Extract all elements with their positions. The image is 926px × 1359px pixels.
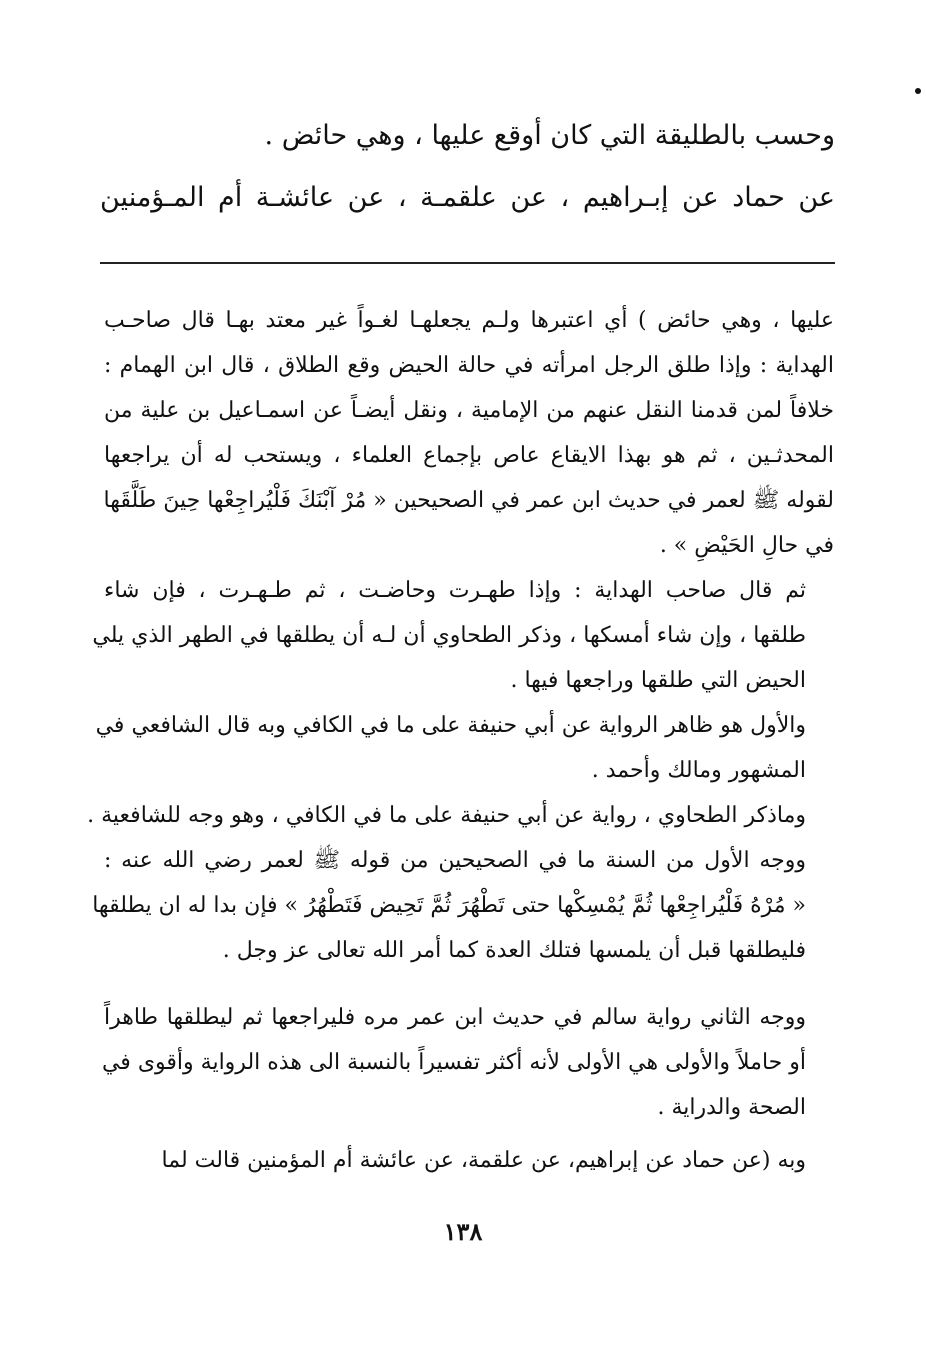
commentary-paragraph-4 xyxy=(87,793,834,838)
commentary-paragraph-1 xyxy=(104,298,834,568)
commentary-line: الصحة والدراية . xyxy=(657,1095,806,1120)
commentary-line: الحيض التي طلقها وراجعها فيها . xyxy=(510,668,806,693)
commentary-block xyxy=(87,298,834,1183)
commentary-line: وبه (عن حماد عن إبراهيم، عن علقمة، عن عائشة أم المؤمنين قالت لما xyxy=(161,1148,806,1173)
commentary-line: في حالِ الحَيْضِ » . xyxy=(659,533,834,558)
commentary-line: المشهور ومالك وأحمد . xyxy=(591,758,806,783)
separator-rule xyxy=(100,262,835,264)
commentary-paragraph-5 xyxy=(92,838,834,973)
commentary-line: والأول هو ظاهر الرواية عن أبي حنيفة على ما في الكافي وبه قال الشافعي في xyxy=(95,713,806,738)
margin-mark xyxy=(915,88,921,94)
commentary-line: المحدثـين ، ثم هو بهذا الايقاع عاص بإجماع العلماء ، ويستحب له أن يراجعها xyxy=(104,443,834,468)
commentary-line: الهداية : وإذا طلق الرجل امرأته في حالة الحيض وقع الطلاق ، قال ابن الهمام : xyxy=(104,353,834,378)
commentary-paragraph-2 xyxy=(92,568,834,703)
commentary-line: خلافاً لمن قدمنا النقل عنهم من الإمامية ، ونقل أيضـاً عن اسمـاعيل بن علية من xyxy=(104,398,834,423)
commentary-paragraph-7 xyxy=(104,1138,834,1183)
commentary-line: لقوله ﷺ لعمر في حديث ابن عمر في الصحيحين « مُرْ آبْنَكَ فَلْيُراجِعْها حِينَ طَلَّقَها xyxy=(103,488,834,513)
commentary-line: طلقها ، وإن شاء أمسكها ، وذكر الطحاوي أن لـه أن يطلقها في الطهر الذي يلي xyxy=(92,623,806,648)
page-number: ١٣٨ xyxy=(443,1217,483,1246)
commentary-line: فليطلقها قبل أن يلمسها فتلك العدة كما أمر الله تعالى عز وجل . xyxy=(222,938,806,963)
main-text-line-1: وحسب بالطليقة التي كان أوقع عليها ، وهي حائض . xyxy=(264,120,835,151)
commentary-line: « مُرْهُ فَلْيُراجِعْها ثُمَّ يُمْسِكْها حتى تَطْهُرَ ثُمَّ تَحِيض فَتَطْهُرُ » فإن بدا له ان يطلقها xyxy=(92,893,806,918)
commentary-line: عليها ، وهي حائض ) أي اعتبرها ولـم يجعلهـا لغـواً غير معتد بهـا قال صاحـب xyxy=(104,308,834,333)
commentary-line: أو حاملاً والأولى هي الأولى لأنه أكثر تفسيراً بالنسبة الى هذه الرواية وأقوى في xyxy=(101,1050,806,1075)
commentary-line: ووجه الأول من السنة ما في الصحيحين من قوله ﷺ لعمر رضي الله عنه : xyxy=(104,848,806,873)
commentary-paragraph-6 xyxy=(101,995,834,1130)
commentary-paragraph-3 xyxy=(95,703,834,793)
main-text-line-2: عن حماد عن إبـراهيم ، عن علقمـة ، عن عائشـة أم المـؤمنين xyxy=(100,182,835,213)
commentary-line: وماذكر الطحاوي ، رواية عن أبي حنيفة على ما في الكافي ، وهو وجه للشافعية . xyxy=(87,803,806,828)
commentary-line: ثم قال صاحب الهداية : وإذا طهـرت وحاضـت ، ثم طـهـرت ، فإن شاء xyxy=(104,578,806,603)
commentary-line: ووجه الثاني رواية سالم في حديث ابن عمر مره فليراجعها ثم ليطلقها طاهراً xyxy=(104,1005,806,1030)
